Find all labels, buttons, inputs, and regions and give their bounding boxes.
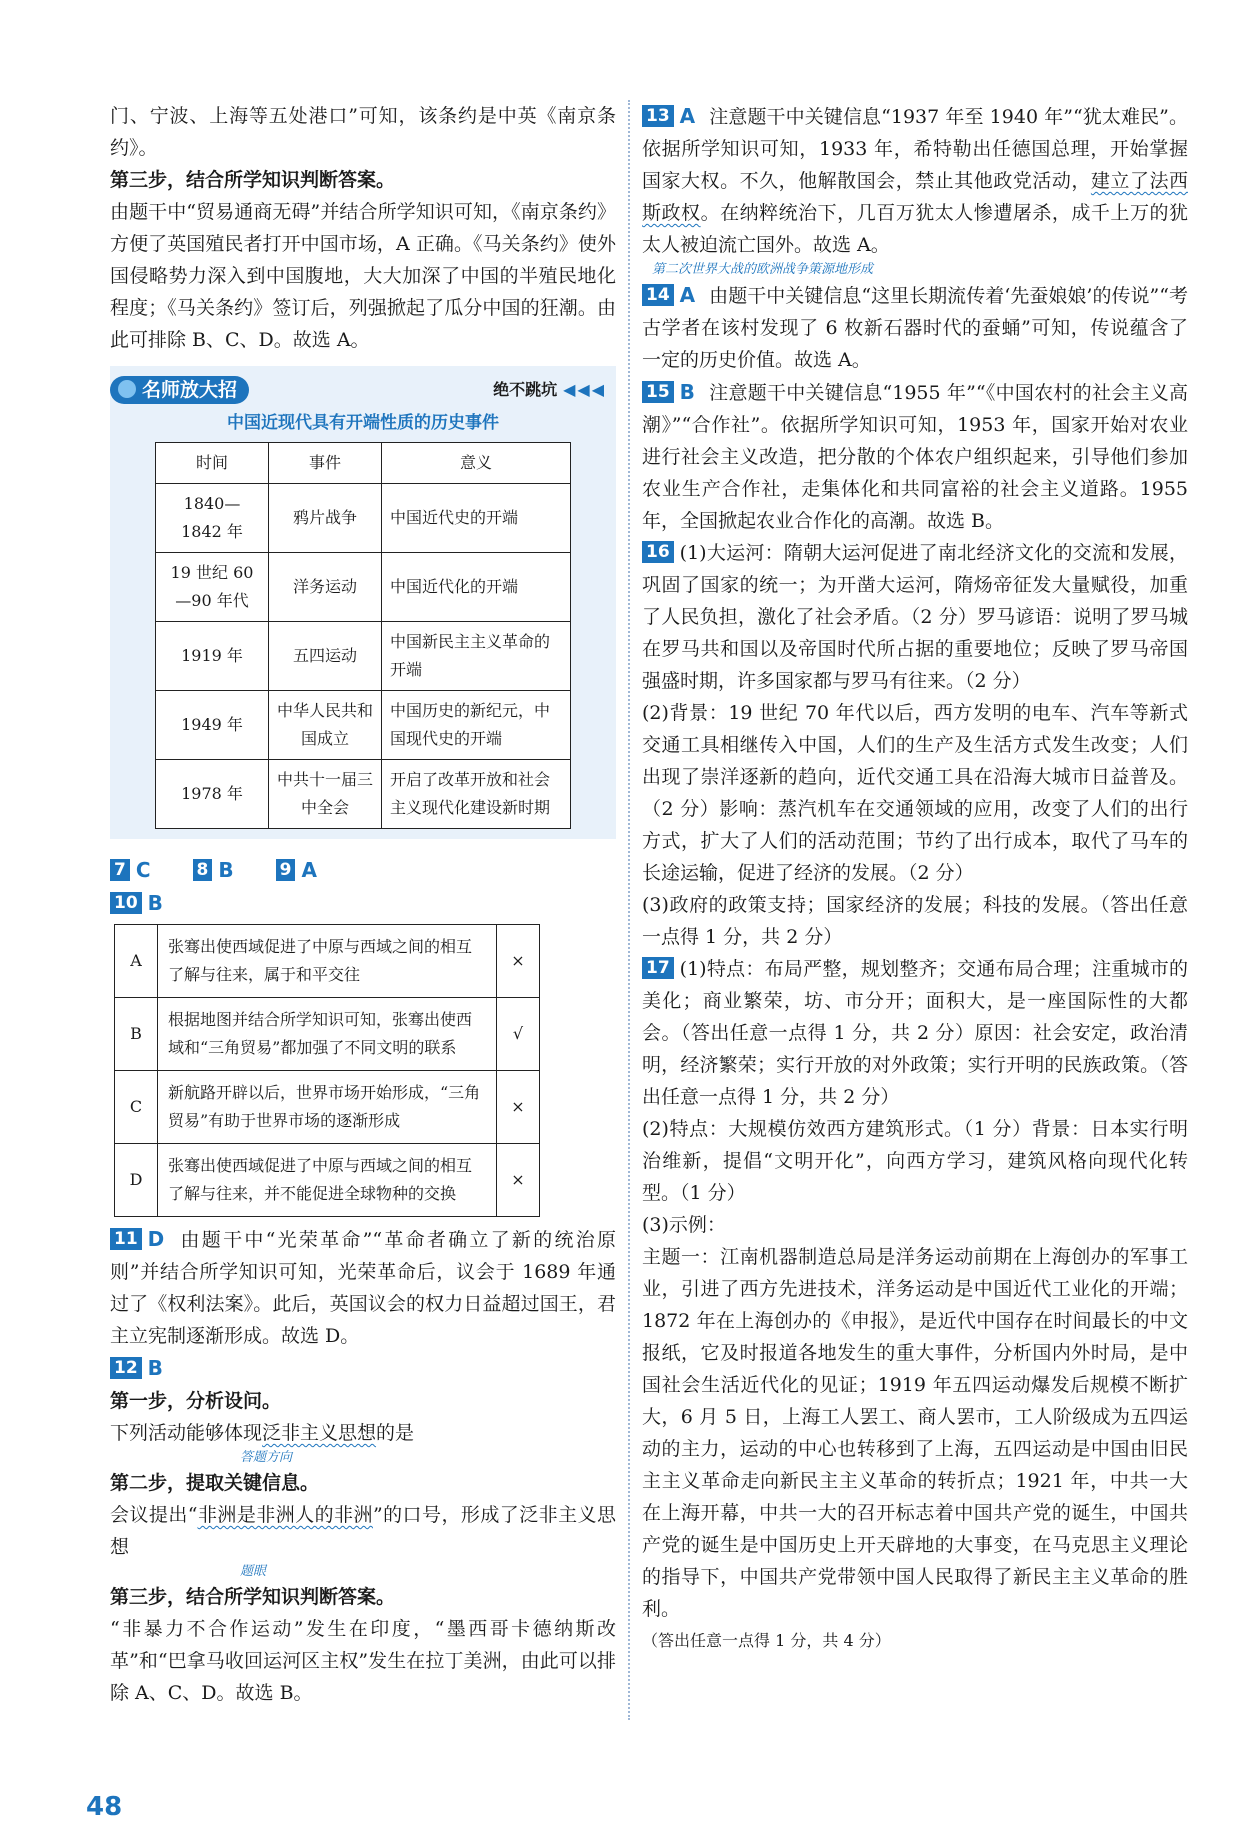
table-row bbox=[156, 760, 571, 829]
answer-15: 15 B 注意题干中关键信息“1955 年”“《中国农村的社会主义高潮》”“合作社”。依据所学知识可知，1953 年，国家开始对农业进行社会主义改造，把分散的个体农户组织起来，引导他们参加农业生产合作社，走集体化和共同富裕的社会主义道路。1955 年，全国掀起农业合作化的高潮。故选 B。 bbox=[642, 380, 1188, 532]
cell-time: 1949 年 bbox=[156, 691, 269, 760]
option-mark: × bbox=[497, 1144, 540, 1217]
tip-box-header bbox=[110, 372, 616, 408]
step3-text: 由题干中“贸易通商无碍”并结合所学知识可知，《南京条约》方便了英国殖民者打开中国市场，A 正确。《马关条约》使外国侵略势力深入到中国腹地，大大加深了中国的半殖民地化程度；《马关条约》签订后，列强掀起了瓜分中国的狂潮。由此可排除 B、C、D。故选 A。 bbox=[110, 201, 616, 351]
option-analysis: 新航路开辟以后，世界市场开始形成，“三角贸易”有助于世界市场的逐渐形成 bbox=[158, 1071, 497, 1144]
q12-step3-text: “非暴力不合作运动”发生在印度，“墨西哥卡德纳斯改革”和“巴拿马收回运河区主权”发生在拉丁美洲，由此可以排除 A、C、D。故选 B。 bbox=[110, 1618, 616, 1704]
cell-meaning: 开启了改革开放和社会主义现代化建设新时期 bbox=[382, 760, 571, 829]
teacher-icon bbox=[118, 380, 136, 398]
table-row bbox=[115, 1144, 540, 1217]
tip-tag: 绝不跳坑 ◀◀◀ bbox=[493, 380, 606, 399]
cell-event: 中华人民共和国成立 bbox=[269, 691, 382, 760]
answer-16: 16 (1)大运河：隋朝大运河促进了南北经济文化的交流和发展，巩固了国家的统一；为开凿大运河，隋炀帝征发大量赋役，加重了人民负担，激化了社会矛盾。（2 分）罗马谚语：说明了罗马城在罗马共和国以及帝国时代所占据的重要地位；反映了罗马帝国强盛时期，许多国家都与罗马有往来。（2 分） bbox=[642, 542, 1188, 692]
header-event: 事件 bbox=[269, 443, 382, 484]
cell-meaning: 中国历史的新纪元，中国现代史的开端 bbox=[382, 691, 571, 760]
q12-step1-title: 第一步，分析设问。 bbox=[110, 1390, 282, 1412]
answer-8: 8 B bbox=[193, 854, 248, 887]
q12-step2-text: 会议提出“非洲是非洲人的非洲”的口号，形成了泛非主义思想 bbox=[110, 1504, 616, 1558]
cell-time: 1919 年 bbox=[156, 622, 269, 691]
tip-box bbox=[110, 366, 616, 839]
handwritten-note-key: 题眼 bbox=[240, 1564, 267, 1579]
handwritten-note-direction: 答题方向 bbox=[240, 1450, 293, 1465]
cell-event: 洋务运动 bbox=[269, 553, 382, 622]
cell-time: 19 世纪 60—90 年代 bbox=[156, 553, 269, 622]
answer-7: 7 C bbox=[110, 854, 165, 887]
answer-17: 17 (1)特点：布局严整，规划整齐；交通布局合理；注重城市的美化；商业繁荣，坊、市分开；面积大，是一座国际性的大都会。（答出任意一点得 1 分，共 2 分）原因：社会安定，政治清明，经济繁荣；实行开放的对外政策；实行开明的民族政策。（答出任意一点得 1 分，共 2 分） bbox=[642, 958, 1188, 1108]
cell-time: 1840—1842 年 bbox=[156, 484, 269, 553]
table-row bbox=[115, 998, 540, 1071]
option-analysis: 张骞出使西域促进了中原与西域之间的相互了解与往来，并不能促进全球物种的交换 bbox=[158, 1144, 497, 1217]
option-mark: × bbox=[497, 925, 540, 998]
q12-step2-title: 第二步，提取关键信息。 bbox=[110, 1472, 320, 1494]
q17-score-note: （答出任意一点得 1 分，共 4 分） bbox=[642, 1631, 891, 1650]
answer-11: 11 D 由题干中“光荣革命”“革命者确立了新的统治原则”并结合所学知识可知，光荣革命后，议会于 1689 年通过了《权利法案》。此后，英国议会的权力日益超过国王，君主立宪制逐渐形成。故选 D。 bbox=[110, 1227, 616, 1347]
option-analysis: 根据地图并结合所学知识可知，张骞出使西域和“三角贸易”都加强了不同文明的联系 bbox=[158, 998, 497, 1071]
q10-options-table bbox=[114, 924, 540, 1217]
q17-theme1: 主题一：江南机器制造总局是洋务运动前期在上海创办的军事工业，引进了西方先进技术，洋务运动是中国近代工业化的开端；1872 年在上海创办的《申报》，是近代中国存在时间最长的中文报纸，它及时报道各地发生的重大事件，分析国内外时局，是中国社会生活近代化的见证；1919 年五四运动爆发后规模不断扩大，6 月 5 日，上海工人罢工、商人罢市，工人阶级成为五四运动的主力，运动的中心也转移到了上海，五四运动是中国由旧民主主义革命走向新民主主义革命的转折点；1921 年，中共一大在上海开幕，中共一大的召开标志着中国共产党的诞生，中国共产党的诞生是中国历史上开天辟地的大事变，在马克思主义理论的指导下，中国共产党带领中国人民取得了新民主主义革命的胜利。 bbox=[642, 1246, 1188, 1620]
table-row bbox=[115, 1071, 540, 1144]
table-row bbox=[115, 925, 540, 998]
q17-part2: (2)特点：大规模仿效西方建筑形式。（1 分）背景：日本实行明治维新，提倡“文明开化”，向西方学习，建筑风格向现代化转型。（1 分） bbox=[642, 1118, 1188, 1204]
cell-time: 1978 年 bbox=[156, 760, 269, 829]
header-meaning: 意义 bbox=[382, 443, 571, 484]
table-row bbox=[156, 691, 571, 760]
answer-14: 14 A 由题干中关键信息“这里长期流传着‘先蚕娘娘’的传说”“考古学者在该村发现了 6 枚新石器时代的蚕蛹”可知，传说蕴含了一定的历史价值。故选 A。 bbox=[642, 283, 1188, 371]
handwritten-note-13: 第二次世界大战的欧洲战争策源地形成 bbox=[652, 262, 874, 277]
q16-part3: (3)政府的政策支持；国家经济的发展；科技的发展。（答出任意一点得 1 分，共 2 分） bbox=[642, 894, 1188, 948]
table-row bbox=[156, 553, 571, 622]
cell-event: 中共十一届三中全会 bbox=[269, 760, 382, 829]
tip-badge: 名师放大招 bbox=[110, 376, 249, 404]
page-number: 48 bbox=[86, 1792, 123, 1822]
tip-box-title: 中国近现代具有开端性质的历史事件 bbox=[227, 413, 499, 433]
option-mark: √ bbox=[497, 998, 540, 1071]
q17-part3: (3)示例： bbox=[642, 1214, 726, 1236]
option-mark: × bbox=[497, 1071, 540, 1144]
cell-event: 鸦片战争 bbox=[269, 484, 382, 553]
q16-part2: (2)背景：19 世纪 70 年代以后，西方发明的电车、汽车等新式交通工具相继传入中国，人们的生产及生活方式发生改变；人们出现了崇洋逐新的趋向，近代交通工具在沿海大城市日益普及。（2 分）影响：蒸汽机车在交通领域的应用，改变了人们的出行方式，扩大了人们的活动范围；节约了出行成本，取代了马车的长途运输，促进了经济的发展。（2 分） bbox=[642, 702, 1188, 884]
left-column bbox=[110, 100, 616, 1709]
header-time: 时间 bbox=[156, 443, 269, 484]
table-header-row bbox=[156, 443, 571, 484]
option-letter: C bbox=[115, 1071, 158, 1144]
arrows-icon: ◀◀◀ bbox=[563, 380, 606, 399]
cell-meaning: 中国近代史的开端 bbox=[382, 484, 571, 553]
intro-text: 门、宁波、上海等五处港口”可知，该条约是中英《南京条约》。 bbox=[110, 105, 616, 159]
option-analysis: 张骞出使西域促进了中原与西域之间的相互了解与往来，属于和平交往 bbox=[158, 925, 497, 998]
answers-7-9 bbox=[110, 853, 616, 887]
table-row bbox=[156, 622, 571, 691]
cell-meaning: 中国新民主主义革命的开端 bbox=[382, 622, 571, 691]
step3-title: 第三步，结合所学知识判断答案。 bbox=[110, 169, 396, 191]
right-column bbox=[642, 100, 1188, 1657]
cell-meaning: 中国近代化的开端 bbox=[382, 553, 571, 622]
table-row bbox=[156, 484, 571, 553]
answer-13: 13 A 注意题干中关键信息“1937 年至 1940 年”“犹太难民”。依据所学知识可知，1933 年，希特勒出任德国总理，开始掌握国家大权。不久，他解散国会，禁止其他政党活动，建立了法西斯政权。在纳粹统治下，几百万犹太人惨遭屠杀，成千上万的犹太人被迫流亡国外。故选 A。 bbox=[642, 104, 1188, 256]
q12-step3-title: 第三步，结合所学知识判断答案。 bbox=[110, 1586, 396, 1608]
events-table bbox=[155, 442, 571, 829]
q12-step1-text: 下列活动能够体现泛非主义思想的是 bbox=[110, 1422, 415, 1444]
answer-12: 12 B bbox=[110, 1352, 616, 1385]
answer-9: 9 A bbox=[276, 854, 331, 887]
option-letter: B bbox=[115, 998, 158, 1071]
cell-event: 五四运动 bbox=[269, 622, 382, 691]
column-divider bbox=[628, 100, 630, 1720]
option-letter: D bbox=[115, 1144, 158, 1217]
answer-10: 10 B bbox=[110, 887, 616, 920]
option-letter: A bbox=[115, 925, 158, 998]
